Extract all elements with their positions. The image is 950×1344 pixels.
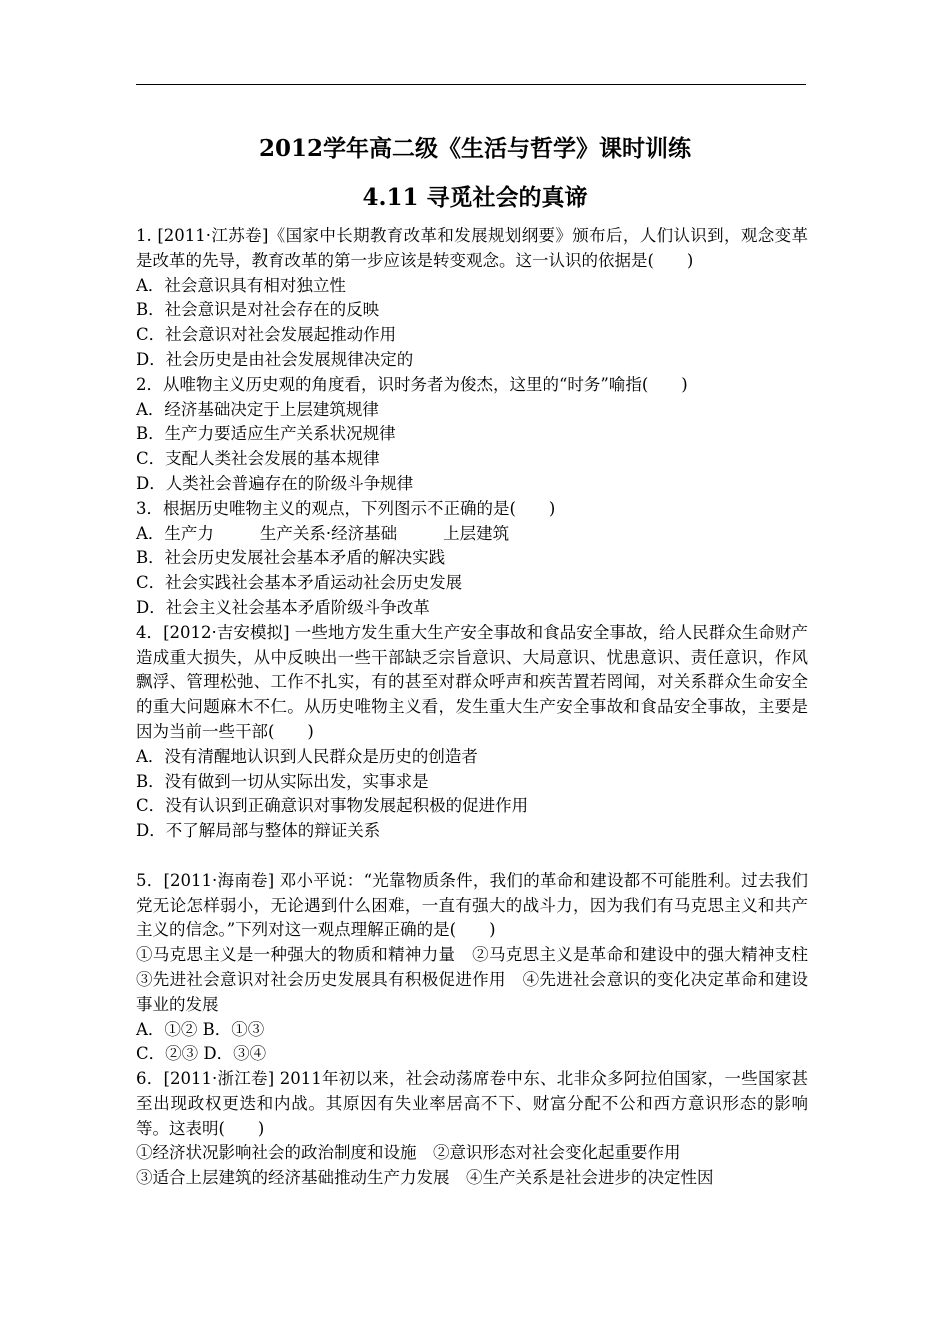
- question-3-stem: 3．根据历史唯物主义的观点，下列图示不正确的是( ): [136, 498, 556, 518]
- question-6-statements-2: ③适合上层建筑的经济基础推动生产力发展 ④生产关系是社会进步的决定性因: [136, 1168, 714, 1188]
- question-5-statements: ①马克思主义是一种强大的物质和精神力量 ②马克思主义是革命和建设中的强大精神支柱 ③先进社会意识对社会历史发展具有积极促进作用 ④先进社会意识的变化决定革命和建设事业的发展: [136, 945, 825, 1014]
- lesson-title: 4.11 寻觅社会的真谛: [362, 184, 588, 211]
- question-3-option-a: [136, 522, 808, 547]
- question-list: [136, 224, 825, 1191]
- question-2-option-c: C．支配人类社会发展的基本规律: [136, 449, 380, 469]
- question-1-stem: 1. [2011·江苏卷]《国家中长期教育改革和发展规划纲要》颁布后，人们认识到，观念变革是改革的先导，教育改革的第一步应该是转变观念。这一认识的依据是( ): [136, 226, 808, 270]
- question-4-option-c: C．没有认识到正确意识对事物发展起积极的促进作用: [136, 796, 529, 816]
- question-4-option-b: B．没有做到一切从实际出发，实事求是: [136, 771, 429, 791]
- question-4-option-a: A．没有清醒地认识到人民群众是历史的创造者: [136, 746, 478, 766]
- question-2-option-b: B．生产力要适应生产关系状况规律: [136, 424, 396, 444]
- question-3-option-b: B．社会历史发展社会基本矛盾的解决实践: [136, 548, 446, 568]
- question-5-options-cd: C．②③ D．③④: [136, 1044, 267, 1064]
- question-6-stem: 6．[2011·浙江卷] 2011年初以来，社会动荡席卷中东、北非众多阿拉伯国家，一些国家甚至出现政权更迭和内战。其原因有失业率居高不下、财富分配不公和西方意识形态的影响等。这表明( ): [136, 1069, 808, 1138]
- question-1-option-d: D．社会历史是由社会发展规律决定的: [136, 349, 414, 369]
- document-title: 2012学年高二级《生活与哲学》课时训练: [258, 135, 691, 162]
- question-3-option-a-part3: 上层建筑: [443, 523, 510, 543]
- question-3-option-d: D．社会主义社会基本矛盾阶级斗争改革: [136, 597, 430, 617]
- question-1-option-b: B．社会意识是对社会存在的反映: [136, 300, 380, 320]
- question-2-option-a: A．经济基础决定于上层建筑规律: [136, 399, 379, 419]
- question-5-stem: 5．[2011·海南卷] 邓小平说：“光靠物质条件，我们的革命和建设都不可能胜利。过去我们党无论怎样弱小，无论遇到什么困难，一直有强大的战斗力，因为我们有马克思主义和共产主义的信念。”下列对这一观点理解正确的是( ): [136, 870, 808, 940]
- question-4-option-d: D．不了解局部与整体的辩证关系: [136, 821, 381, 841]
- question-5-options-ab: A．①② B．①③: [136, 1019, 265, 1039]
- question-1-option-a: A．社会意识具有相对独立性: [136, 275, 346, 295]
- question-6-statements-1: ①经济状况影响社会的政治制度和设施 ②意识形态对社会变化起重要作用: [136, 1143, 681, 1163]
- question-3-option-a-part2: 生产关系·经济基础: [259, 523, 398, 543]
- question-3-option-c: C．社会实践社会基本矛盾运动社会历史发展: [136, 573, 463, 593]
- question-4-stem: 4．[2012·吉安模拟] 一些地方发生重大生产安全事故和食品安全事故，给人民群众生命财产造成重大损失，从中反映出一些干部缺乏宗旨意识、大局意识、忧患意识、责任意识，作风飘浮、管理松弛、工作不扎实，有的甚至对群众呼声和疾苦置若罔闻，对关系群众生命安全的重大问题麻木不仁。从历史唯物主义看，发生重大生产安全事故和食品安全事故，主要是因为当前一些干部( ): [136, 622, 808, 741]
- question-1-option-c: C．社会意识对社会发展起推动作用: [136, 325, 397, 345]
- header-rule: [136, 84, 806, 85]
- question-3-option-a-part1: A．生产力: [136, 523, 214, 543]
- spacer: [136, 844, 808, 869]
- question-2-stem: 2．从唯物主义历史观的角度看，识时务者为俊杰，这里的“时务”喻指( ): [136, 374, 688, 394]
- question-2-option-d: D．人类社会普遍存在的阶级斗争规律: [136, 473, 414, 493]
